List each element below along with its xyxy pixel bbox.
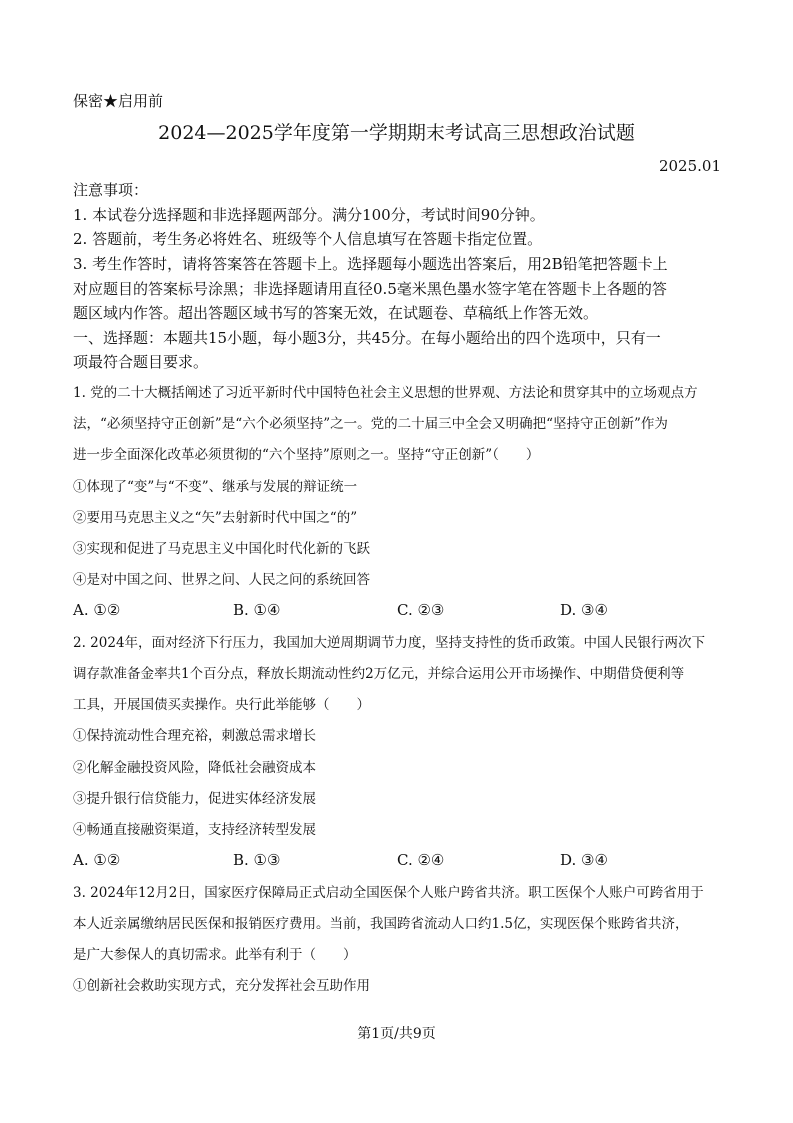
notice-item-3-cont: 题区域内作答。超出答题区域书写的答案无效，在试题卷、草稿纸上作答无效。 (73, 304, 599, 322)
option-a: A. ①② (73, 851, 121, 869)
option-b: B. ①④ (233, 601, 281, 619)
question-2-item-4: ④畅通直接融资渠道，支持经济转型发展 (73, 822, 316, 838)
question-3-stem: 本人近亲属缴纳居民医保和报销医疗费用。当前，我国跨省流动人口约1.5亿，实现医保个账跨省共济， (73, 916, 689, 932)
option-c: C. ②④ (397, 851, 445, 869)
exam-title: 2024—2025学年度第一学期期末考试高三思想政治试题 (158, 122, 635, 144)
page-number: 第1页/共9页 (357, 1026, 436, 1042)
question-1-item-4: ④是对中国之问、世界之问、人民之问的系统回答 (73, 572, 370, 588)
option-b: B. ①③ (233, 851, 281, 869)
question-1-item-2: ②要用马克思主义之“矢”去射新时代中国之“的” (73, 510, 358, 526)
notice-heading: 注意事项： (73, 181, 149, 199)
question-3-stem: 是广大参保人的真切需求。此举有利于（ ） (73, 947, 357, 963)
option-c: C. ②③ (397, 601, 445, 619)
exam-date: 2025.01 (658, 157, 721, 175)
question-2-item-2: ②化解金融投资风险，降低社会融资成本 (73, 760, 316, 776)
question-2-stem: 2. 2024年，面对经济下行压力，我国加大逆周期调节力度，坚持支持性的货币政策。中国人民银行两次下 (73, 635, 706, 651)
notice-item-1: 1. 本试卷分选择题和非选择题两部分。满分100分，考试时间90分钟。 (73, 206, 545, 224)
notice-item-2: 2. 答题前，考生务必将姓名、班级等个人信息填写在答题卡指定位置。 (73, 230, 543, 248)
question-2-stem: 调存款准备金率共1个百分点，释放长期流动性约2万亿元，并综合运用公开市场操作、中期借贷便利等 (73, 666, 685, 682)
notice-item-3: 3. 考生作答时，请将答案答在答题卡上。选择题每小题选出答案后，用2B铅笔把答题卡上 (73, 255, 668, 273)
question-1-stem: 1. 党的二十大概括阐述了习近平新时代中国特色社会主义思想的世界观、方法论和贯穿其中的立场观点方 (73, 385, 698, 401)
option-d: D. ③④ (560, 601, 608, 619)
question-2-options (73, 851, 723, 871)
question-2-item-1: ①保持流动性合理充裕，刺激总需求增长 (73, 728, 316, 744)
notice-item-3-cont: 对应题目的答案标号涂黑；非选择题请用直径0.5毫米黑色墨水签字笔在答题卡上各题的答 (73, 280, 667, 298)
question-1-item-3: ③实现和促进了马克思主义中国化时代化新的飞跃 (73, 541, 370, 557)
option-d: D. ③④ (560, 851, 608, 869)
section-heading: 一、选择题：本题共15小题，每小题3分，共45分。在每小题给出的四个选项中，只有一 (73, 329, 661, 347)
question-1-item-1: ①体现了“变”与“不变”、继承与发展的辩证统一 (73, 479, 358, 495)
question-1-stem: 进一步全面深化改革必须贯彻的“六个坚持”原则之一。坚持“守正创新”（ ） (73, 447, 540, 463)
section-heading-cont: 项最符合题目要求。 (73, 353, 209, 371)
question-2-stem: 工具，开展国债买卖操作。央行此举能够（ ） (73, 697, 370, 713)
question-1-options (73, 601, 723, 621)
question-1-stem: 法，“必须坚持守正创新”是“六个必须坚持”之一。党的二十届三中全会又明确把“坚持守正创新”作为 (73, 416, 668, 432)
secrecy-label: 保密★启用前 (73, 92, 164, 110)
question-2-item-3: ③提升银行信贷能力，促进实体经济发展 (73, 791, 316, 807)
question-3-stem: 3. 2024年12月2日，国家医疗保障局正式启动全国医保个人账户跨省共济。职工医保个人账户可跨省用于 (73, 885, 704, 901)
question-3-item-1: ①创新社会救助实现方式，充分发挥社会互助作用 (73, 978, 370, 994)
option-a: A. ①② (73, 601, 121, 619)
